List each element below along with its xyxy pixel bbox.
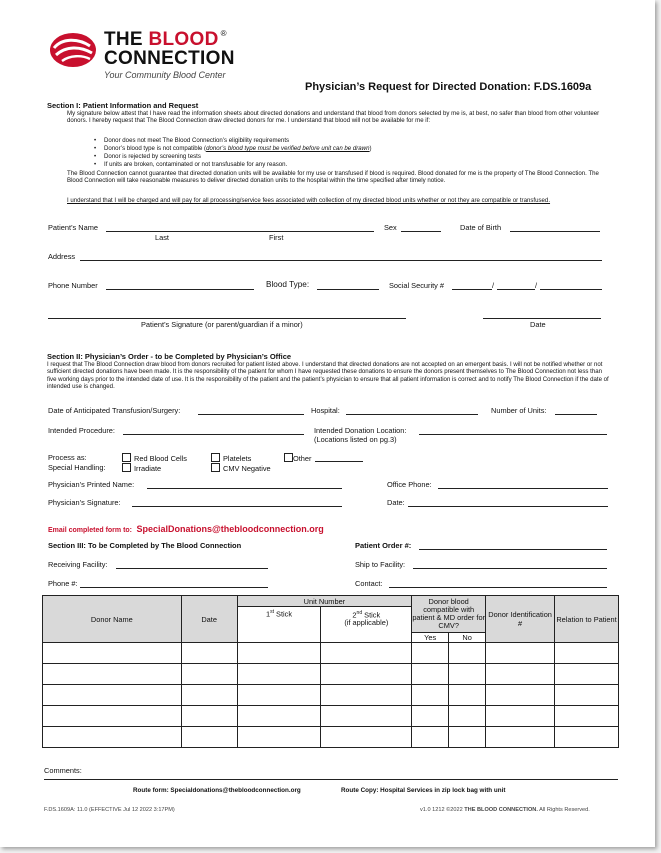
- table-cell[interactable]: [449, 727, 486, 748]
- blood-type-label: Blood Type:: [266, 280, 310, 289]
- route-form-text: Route form: Specialdonations@thebloodconnection.org: [133, 787, 301, 794]
- table-cell[interactable]: [321, 643, 412, 664]
- table-cell[interactable]: [321, 664, 412, 685]
- bullet-item: • Donor is rejected by screening tests: [104, 153, 201, 160]
- rbc-checkbox[interactable]: Red Blood Cells: [122, 453, 187, 463]
- donor-table: [42, 595, 619, 748]
- ssn-separator: /: [492, 281, 495, 290]
- phone3-label: Phone #:: [48, 579, 78, 588]
- table-row: [43, 664, 619, 685]
- section1-heading: Section I: Patient Information and Request: [47, 101, 199, 110]
- office-phone-label: Office Phone:: [387, 480, 432, 489]
- table-cell[interactable]: [321, 685, 412, 706]
- dob-label: Date of Birth: [460, 223, 502, 232]
- patient-date-field[interactable]: [483, 318, 601, 319]
- second-stick-header: 2nd Stick (if applicable): [321, 607, 412, 643]
- table-cell[interactable]: [486, 727, 555, 748]
- table-cell[interactable]: [486, 664, 555, 685]
- bullet-item: • Donor does not meet The Blood Connection’s eligibility requirements: [104, 137, 289, 144]
- table-cell[interactable]: [412, 706, 449, 727]
- logo-wordmark-line1: THE BLOOD ®: [104, 29, 227, 50]
- table-cell[interactable]: [449, 706, 486, 727]
- table-cell[interactable]: [555, 643, 619, 664]
- receiving-facility-field[interactable]: [116, 568, 268, 569]
- date-header: Date: [181, 596, 237, 643]
- ssn-field-part1[interactable]: [452, 289, 492, 290]
- donor-name-header: Donor Name: [43, 596, 182, 643]
- procedure-label: Intended Procedure:: [48, 426, 115, 435]
- irradiate-checkbox[interactable]: Irradiate: [122, 463, 161, 473]
- table-cell[interactable]: [449, 664, 486, 685]
- contact-label: Contact:: [355, 579, 383, 588]
- physician-signature-field[interactable]: [132, 506, 342, 507]
- last-name-label: Last: [155, 233, 169, 242]
- table-cell[interactable]: [43, 727, 182, 748]
- table-cell[interactable]: [237, 685, 321, 706]
- patient-order-label: Patient Order #:: [355, 541, 412, 550]
- footer-form-id: F.DS.1609A: 11.0 (EFFECTIVE Jul 12 2022 3:17PM): [44, 807, 175, 813]
- table-cell[interactable]: [555, 727, 619, 748]
- table-cell[interactable]: [555, 664, 619, 685]
- yes-header: Yes: [412, 633, 449, 643]
- table-cell[interactable]: [449, 685, 486, 706]
- physician-date-field[interactable]: [408, 506, 608, 507]
- unit-number-header: Unit Number: [237, 596, 412, 607]
- table-cell[interactable]: [181, 664, 237, 685]
- table-cell[interactable]: [321, 706, 412, 727]
- table-row: [43, 685, 619, 706]
- checkbox-icon: [284, 453, 293, 462]
- relation-header: Relation to Patient: [555, 596, 619, 643]
- email-link[interactable]: SpecialDonations@thebloodconnection.org: [136, 524, 324, 534]
- section2-heading: Section II: Physician’s Order - to be Completed by Physician’s Office: [47, 352, 292, 361]
- section3-heading: Section III: To be Completed by The Blood Connection: [48, 541, 242, 550]
- table-cell[interactable]: [181, 685, 237, 706]
- table-cell[interactable]: [486, 643, 555, 664]
- table-cell[interactable]: [412, 664, 449, 685]
- bullet-item: • Donor’s blood type is not compatible (donor’s blood type must be verified before unit can be drawn): [104, 145, 372, 152]
- receiving-facility-label: Receiving Facility:: [48, 560, 108, 569]
- dob-field[interactable]: [510, 231, 600, 232]
- other-field[interactable]: [315, 461, 363, 462]
- table-cell[interactable]: [181, 643, 237, 664]
- table-cell[interactable]: [321, 727, 412, 748]
- table-cell[interactable]: [555, 685, 619, 706]
- table-cell[interactable]: [43, 643, 182, 664]
- email-instruction: Email completed form to: SpecialDonations@thebloodconnection.org: [48, 524, 324, 534]
- location-label: Intended Donation Location:: [314, 426, 407, 435]
- physician-date-label: Date:: [387, 498, 405, 507]
- table-cell[interactable]: [237, 643, 321, 664]
- units-label: Number of Units:: [491, 406, 547, 415]
- table-row: [43, 643, 619, 664]
- route-copy-text: Route Copy: Hospital Services in zip lock bag with unit: [341, 787, 506, 794]
- patient-order-field[interactable]: [419, 549, 607, 550]
- address-label: Address: [48, 252, 76, 261]
- table-cell[interactable]: [181, 706, 237, 727]
- patient-name-field[interactable]: [106, 231, 374, 232]
- table-cell[interactable]: [237, 727, 321, 748]
- table-cell[interactable]: [555, 706, 619, 727]
- ssn-separator: /: [535, 281, 538, 290]
- ssn-field-part2[interactable]: [497, 289, 535, 290]
- table-cell[interactable]: [43, 685, 182, 706]
- transfusion-date-field[interactable]: [198, 414, 304, 415]
- ssn-label: Social Security #: [389, 281, 445, 290]
- table-cell[interactable]: [181, 727, 237, 748]
- table-cell[interactable]: [449, 643, 486, 664]
- no-header: No: [449, 633, 486, 643]
- ship-to-field[interactable]: [413, 568, 607, 569]
- patient-signature-field[interactable]: [48, 318, 406, 319]
- bullet-item: • If units are broken, contaminated or not transfusable for any reason.: [104, 161, 287, 168]
- office-phone-field[interactable]: [438, 488, 608, 489]
- printed-name-field[interactable]: [147, 488, 342, 489]
- hospital-field[interactable]: [346, 414, 478, 415]
- checkbox-icon: [122, 453, 131, 462]
- physician-signature-label: Physician’s Signature:: [48, 498, 121, 507]
- special-handling-label: Special Handling:: [48, 463, 106, 472]
- compatible-header: Donor blood compatible with patient & MD order for CMV?: [412, 596, 486, 633]
- hospital-label: Hospital:: [311, 406, 340, 415]
- table-cell[interactable]: [43, 664, 182, 685]
- ssn-field-part3[interactable]: [540, 289, 602, 290]
- section1-intro: My signature below attest that I have read the information sheets about directed donations and understand that blood from donors selected by me is, at best, no safer than blood from other volunteer donors. I hereby request that The Blood Connection draw directed donors for me. I understand that blood will not be available for me if:: [67, 110, 600, 125]
- ship-to-label: Ship to Facility:: [355, 560, 406, 569]
- patient-signature-label: Patient’s Signature (or parent/guardian if a minor): [141, 320, 303, 329]
- blood-drop-logo-icon: [48, 30, 98, 70]
- section2-intro: I request that The Blood Connection draw blood from donors recruited for patient listed above. I understand that directed donations are not accepted on an emergent basis. I will not be notified whether or not sufficient directed donations have been made. It is the responsibility of the patient for whom I have requested these donations to ensure the donors present themselves to The Blood Connection not less than five working days prior to the intended date of use. It is the responsibility of the patient and the patient’s physician to ensure that all patient information is correct and to notify The Blood Connection if the date of intended use is changed.: [47, 361, 609, 391]
- phone-field[interactable]: [106, 289, 254, 290]
- table-cell[interactable]: [412, 727, 449, 748]
- donor-id-header: Donor Identification #: [486, 596, 555, 643]
- checkbox-icon: [122, 463, 131, 472]
- transfusion-date-label: Date of Anticipated Transfusion/Surgery:: [48, 406, 181, 415]
- table-row: [43, 706, 619, 727]
- patient-date-label: Date: [530, 320, 546, 329]
- comments-field[interactable]: [44, 779, 618, 780]
- platelets-checkbox[interactable]: Platelets: [211, 453, 251, 463]
- comments-label: Comments:: [44, 766, 82, 775]
- document-title: Physician’s Request for Directed Donation: F.DS.1609a: [305, 81, 592, 93]
- phone-label: Phone Number: [48, 281, 98, 290]
- printed-name-label: Physician’s Printed Name:: [48, 480, 135, 489]
- table-cell[interactable]: [43, 706, 182, 727]
- phone3-field[interactable]: [80, 587, 268, 588]
- logo-wordmark-line2: CONNECTION: [104, 48, 235, 69]
- checkbox-icon: [211, 453, 220, 462]
- table-cell[interactable]: [486, 706, 555, 727]
- sex-field[interactable]: [401, 231, 441, 232]
- first-stick-header: 1st Stick: [237, 607, 321, 643]
- contact-field[interactable]: [389, 587, 607, 588]
- checkbox-icon: [211, 463, 220, 472]
- location-note: (Locations listed on pg.3): [314, 435, 397, 444]
- table-cell[interactable]: [412, 643, 449, 664]
- procedure-field[interactable]: [123, 434, 304, 435]
- table-cell[interactable]: [237, 664, 321, 685]
- cmv-negative-checkbox[interactable]: CMV Negative: [211, 463, 271, 473]
- sex-label: Sex: [384, 223, 397, 232]
- logo-tagline: Your Community Blood Center: [104, 70, 226, 80]
- blood-type-field[interactable]: [317, 289, 379, 290]
- other-checkbox[interactable]: Other: [284, 453, 311, 463]
- address-field[interactable]: [80, 260, 602, 261]
- footer-copyright: v1.0 1212 ©2022 THE BLOOD CONNECTION. All Rights Reserved.: [420, 807, 590, 813]
- table-cell[interactable]: [486, 685, 555, 706]
- first-name-label: First: [269, 233, 284, 242]
- location-field[interactable]: [419, 434, 607, 435]
- table-cell[interactable]: [412, 685, 449, 706]
- section1-fees: I understand that I will be charged and will pay for all processing/service fees associated with collection of my directed blood units whether or not they are compatible or transfused.: [67, 197, 551, 204]
- patient-name-label: Patient’s Name: [48, 223, 98, 232]
- units-field[interactable]: [555, 414, 597, 415]
- section1-guarantee: The Blood Connection cannot guarantee that directed donation units will be available for my use or transfused if blood is required. Blood donated for me is the property of The Blood Connection. The Blood Connection will take reasonable measures to deliver directed donation units to the hospital within the time specified after timely notice.: [67, 170, 599, 185]
- table-cell[interactable]: [237, 706, 321, 727]
- table-row: [43, 727, 619, 748]
- process-as-label: Process as:: [48, 453, 87, 462]
